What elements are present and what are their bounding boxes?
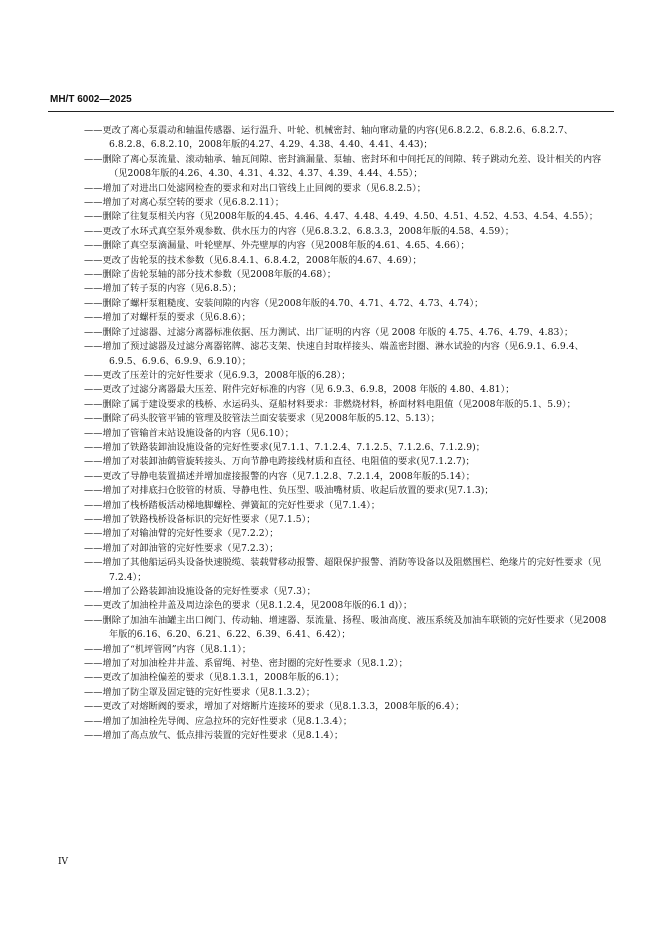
change-item: ——删除了加油车油罐主出口阀门、传动轴、增速器、泵流量、扬程、吸油高度、液压系统及加油车联锁的完好性要求（见2008年版的6.16、6.20、6.21、6.22、6.39、6.41、6.42）；	[84, 614, 607, 641]
change-item: ——增加了铁路装卸油设施设备的完好性要求(见7.1.1、7.1.2.4、7.1.2.5、7.1.2.6、7.1.2.9)；	[84, 441, 486, 453]
change-item: ——更改了离心泵震动和轴温传感器、运行温升、叶轮、机械密封、轴向窜动量的内容(见6.8.2.2、6.8.2.6、6.8.2.7、6.8.2.8、6.8.2.10，2008年版的4.27、4.29、4.38、4.40、4.41、4.43)；	[84, 125, 574, 151]
change-item: ——增加了公路装卸油设施设备的完好性要求（见7.3）；	[84, 586, 316, 597]
change-item: ——增加了对排底扫仓胶管的材质、导静电性、负压型、吸油嘴材质、收起后放置的要求(见7.1.3)；	[84, 485, 494, 497]
page-number: IV	[58, 857, 69, 867]
change-item: ——增加了“机坪管网”内容（见8.1.1）；	[84, 643, 252, 655]
change-item: ——更改了压差计的完好性要求（见6.9.3，2008年版的6.28）；	[84, 369, 351, 381]
header-rule	[48, 111, 614, 112]
change-item: ——增加了铁路栈桥设备标识的完好性要求（见7.1.5）；	[84, 513, 316, 525]
change-list	[84, 124, 607, 743]
change-item: ——增加了对装卸油鹤管旋转接头、万向节静电跨接线材质和直径、电阻值的要求(见7.1.2.7)；	[84, 456, 475, 468]
change-item: ——增加了防尘罩及固定链的完好性要求（见8.1.3.2）；	[84, 686, 316, 698]
change-item: ——更改了对熔断阀的要求，增加了对熔断片连接环的要求（见8.1.3.3，2008年版的6.4）；	[84, 701, 465, 713]
change-item: ——删除了齿轮泵轴的部分技术参数（见2008年版的4.68）；	[84, 269, 337, 281]
change-item: ——更改了水环式真空泵外观参数、供水压力的内容（见6.8.3.2、6.8.3.3，2008年版的4.58、4.59）；	[84, 225, 515, 237]
change-item: ——更改了过滤分离器最大压差、附件完好标准的内容（见 6.9.3、6.9.8，2008 年版的 4.80、4.81）；	[84, 384, 515, 396]
change-item: ——删除了往复泵相关内容（见2008年版的4.45、4.46、4.47、4.48、4.49、4.50、4.51、4.52、4.53、4.54、4.55）；	[84, 211, 599, 223]
change-item: ——增加了栈桥踏板活动梯地脚螺栓、弹簧缸的完好性要求（见7.1.4）；	[84, 499, 381, 511]
document-code-header: MH/T 6002—2025	[50, 94, 132, 105]
change-item: ——增加了其他船运码头设备快速脱缆、装载臂移动报警、超限保护报警、消防等设备以及阻燃围栏、绝缘片的完好性要求（见7.2.4）；	[84, 557, 602, 583]
change-item: ——增加了管输首末站设施设备的内容（见6.10）；	[84, 427, 295, 439]
change-item: ——更改了加油栓偏差的要求（见8.1.3.1，2008年版的6.1）；	[84, 672, 345, 684]
change-item: ——删除了属于建设要求的栈桥、水运码头、趸船材料要求：非燃烧材料，桥面材料电阻值（见2008年版的5.1、5.9）；	[84, 398, 576, 410]
change-item: ——更改了加油栓井盖及周边涂色的要求（见8.1.2.4，见2008年版的6.1 d)）；	[84, 600, 413, 612]
change-item: ——删除了离心泵流量、滚动轴承、轴瓦间隙、密封滴漏量、泵轴、密封环和中间托瓦的间隙、转子跳动允差、设计相关的内容（见2008年版的4.26、4.30、4.31、4.32、4.37、4.39、4.44、4.55）；	[84, 153, 602, 180]
change-item: ——增加了对螺杆泵的要求（见6.8.6）；	[84, 312, 251, 324]
change-item: ——增加了对进出口处滤网检查的要求和对出口管线上止回阀的要求（见6.8.2.5）；	[84, 182, 426, 194]
change-item: ——增加了转子泵的内容（见6.8.5）；	[84, 283, 242, 295]
change-item: ——删除了过滤器、过滤分离器标准依据、压力测试、出厂证明的内容（见 2008 年版的 4.75、4.76、4.79、4.83）；	[84, 326, 574, 338]
change-item: ——增加了对输油臂的完好性要求（见7.2.2）；	[84, 528, 279, 540]
change-item: ——增加了对卸油管的完好性要求（见7.2.3）；	[84, 542, 279, 554]
change-item: ——增加了对离心泵空转的要求（见6.8.2.11）；	[84, 197, 285, 209]
change-item: ——增加了对加油栓井井盖、系留绳、衬垫、密封圈的完好性要求（见8.1.2）；	[84, 658, 408, 670]
change-item: ——更改了齿轮泵的技术参数（见6.8.4.1、6.8.4.2，2008年版的4.67、4.69）；	[84, 254, 422, 266]
change-item: ——删除了螺杆泵粗糙度、安装间隙的内容（见2008年版的4.70、4.71、4.72、4.73、4.74）；	[84, 297, 484, 309]
change-item: ——增加了预过滤器及过滤分离器铭牌、滤芯支架、快速自封取样接头、端盖密封圈、淋水试验的内容（见6.9.1、6.9.4、6.9.5、6.9.6、6.9.9、6.9.10）；	[84, 341, 584, 367]
change-item: ——删除了真空泵滴漏量、叶轮壁厚、外壳壁厚的内容（见2008年版的4.61、4.65、4.66）；	[84, 240, 470, 252]
change-item: ——增加了高点放气、低点排污装置的完好性要求（见8.1.4）；	[84, 730, 344, 742]
change-item: ——增加了加油栓先导阀、应急拉环的完好性要求（见8.1.3.4）；	[84, 715, 353, 727]
change-item: ——删除了码头胶管平铺的管理及胶管法兰面安装要求（见2008年版的5.12、5.13）；	[84, 413, 440, 425]
change-item: ——更改了导静电装置描述并增加虚接报警的内容（见7.1.2.8、7.2.1.4，2008年版的5.14）；	[84, 470, 475, 482]
